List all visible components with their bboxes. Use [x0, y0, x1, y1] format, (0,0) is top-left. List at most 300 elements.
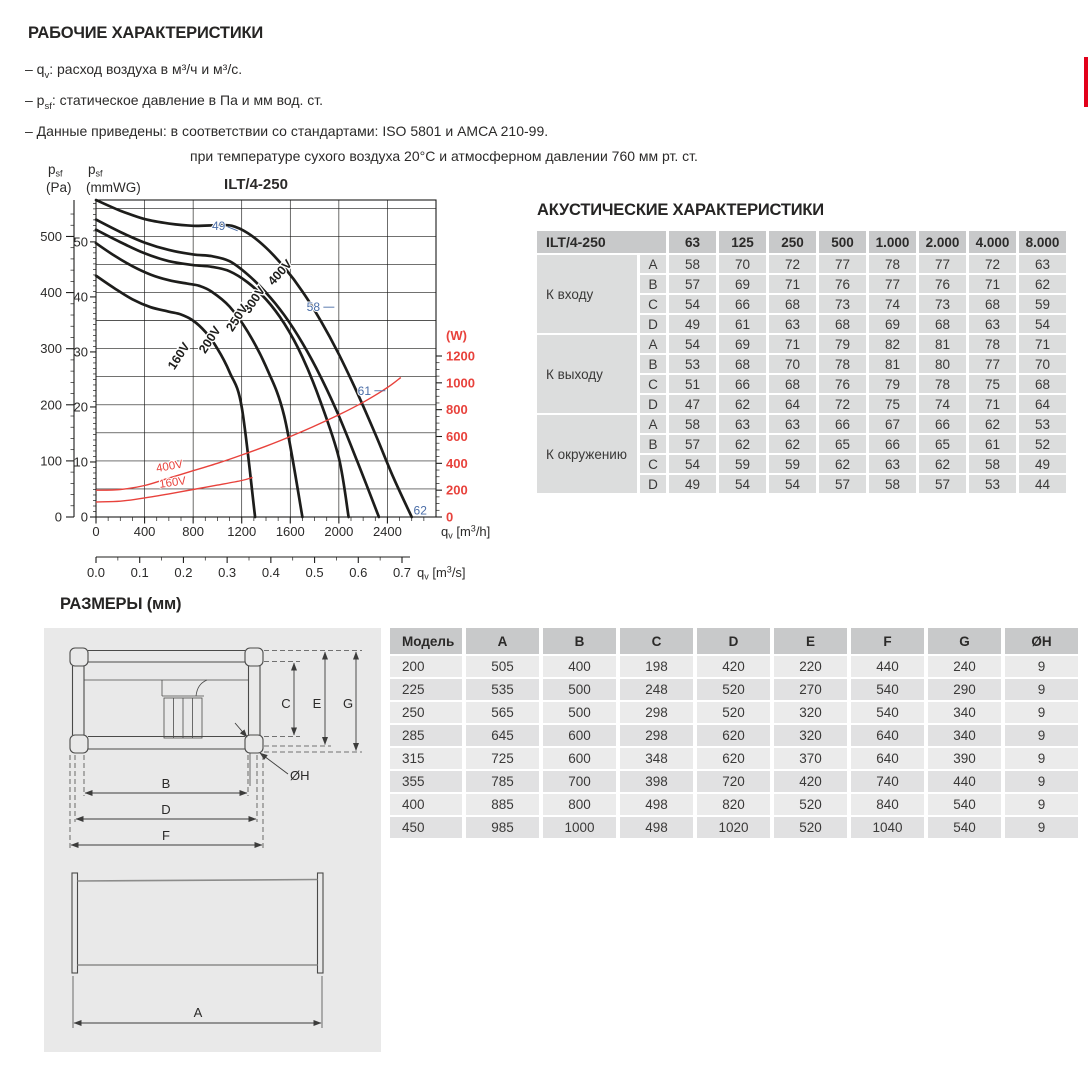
dimensions-header-cell: F	[851, 628, 924, 654]
technical-drawing-svg	[44, 628, 381, 1052]
acoustic-row-key: A	[640, 335, 666, 353]
svg-text:0: 0	[54, 509, 62, 525]
acoustic-value-cell: 47	[669, 395, 716, 413]
acoustic-value-cell: 73	[819, 295, 866, 313]
dimension-value-cell: 240	[928, 656, 1001, 677]
dimensions-table-body	[390, 656, 1078, 838]
svg-text:49: 49	[211, 218, 226, 233]
svg-text:1200: 1200	[446, 348, 475, 364]
acoustic-value-cell: 57	[819, 475, 866, 493]
right-flange	[318, 873, 324, 973]
acoustic-group-label: К входу	[537, 255, 637, 333]
dimension-value-cell: 248	[620, 679, 693, 700]
frame-drawing	[70, 648, 362, 848]
dim-label-G: G	[342, 696, 354, 711]
svg-text:(Pa): (Pa)	[46, 180, 72, 195]
acoustic-value-cell: 66	[919, 415, 966, 433]
acoustic-value-cell: 77	[969, 355, 1016, 373]
dim-label-E: E	[312, 696, 322, 711]
dimension-value-cell: 600	[543, 748, 616, 769]
dimension-value-cell: 9	[1005, 771, 1078, 792]
svg-text:500: 500	[40, 228, 62, 244]
dimensions-header-cell: D	[697, 628, 770, 654]
acoustic-freq-header: 250	[769, 231, 816, 253]
acoustic-table-body	[537, 255, 1066, 493]
svg-text:200: 200	[40, 397, 62, 413]
dimension-value-cell: 440	[928, 771, 1001, 792]
acoustic-value-cell: 75	[869, 395, 916, 413]
acoustic-value-cell: 68	[819, 315, 866, 333]
dimension-value-cell: 600	[543, 725, 616, 746]
dimension-value-cell: 1040	[851, 817, 924, 838]
acoustic-row-key: D	[640, 475, 666, 493]
acoustic-value-cell: 79	[869, 375, 916, 393]
dimension-value-cell: 540	[928, 794, 1001, 815]
acoustic-value-cell: 69	[719, 275, 766, 293]
dimensions-row	[390, 817, 1078, 838]
acoustic-value-cell: 69	[719, 335, 766, 353]
dimension-value-cell: 645	[466, 725, 539, 746]
dimension-value-cell: 520	[697, 702, 770, 723]
acoustic-value-cell: 78	[919, 375, 966, 393]
acoustic-row	[537, 415, 1066, 433]
acoustic-group-label: К выходу	[537, 335, 637, 413]
dimension-value-cell: 640	[851, 748, 924, 769]
svg-text:20: 20	[73, 399, 88, 415]
dimensions-row	[390, 679, 1078, 700]
dimension-value-cell: 520	[697, 679, 770, 700]
acoustic-freq-header: 2.000	[919, 231, 966, 253]
acoustic-freq-header: 63	[669, 231, 716, 253]
svg-text:(mmWG): (mmWG)	[86, 180, 141, 195]
svg-text:400V: 400V	[265, 256, 295, 289]
motor-block	[162, 680, 207, 738]
acoustic-value-cell: 74	[869, 295, 916, 313]
acoustic-row-key: A	[640, 415, 666, 433]
svg-text:ILT/4-250: ILT/4-250	[224, 176, 288, 193]
svg-text:400V: 400V	[155, 458, 184, 476]
dimension-value-cell: 420	[774, 771, 847, 792]
dimension-value-cell: 370	[774, 748, 847, 769]
acoustic-value-cell: 78	[969, 335, 1016, 353]
svg-text:0.6: 0.6	[349, 565, 368, 580]
model-cell: 315	[390, 748, 462, 769]
acoustic-row-key: C	[640, 295, 666, 313]
dimension-value-cell: 785	[466, 771, 539, 792]
acoustic-value-cell: 52	[1019, 435, 1066, 453]
svg-text:1000: 1000	[446, 375, 475, 391]
acoustic-value-cell: 70	[769, 355, 816, 373]
acoustic-value-cell: 72	[769, 255, 816, 273]
dimensions-header-cell: Модель	[390, 628, 462, 654]
acoustic-value-cell: 62	[819, 455, 866, 473]
svg-text:600: 600	[446, 429, 468, 444]
dimension-value-cell: 885	[466, 794, 539, 815]
acoustic-value-cell: 63	[1019, 255, 1066, 273]
dimension-value-cell: 298	[620, 702, 693, 723]
acoustic-value-cell: 68	[969, 295, 1016, 313]
svg-text:61: 61	[357, 383, 372, 398]
svg-text:0.2: 0.2	[174, 565, 193, 580]
dimensions-header-cell: E	[774, 628, 847, 654]
model-cell: 400	[390, 794, 462, 815]
acoustic-value-cell: 49	[669, 315, 716, 333]
corner-block	[245, 735, 263, 753]
dimensions-row	[390, 794, 1078, 815]
svg-text:0: 0	[80, 509, 88, 525]
corner-block	[70, 735, 88, 753]
acoustic-value-cell: 68	[1019, 375, 1066, 393]
acoustic-value-cell: 63	[769, 315, 816, 333]
acoustic-freq-header: 500	[819, 231, 866, 253]
svg-text:200V: 200V	[196, 323, 224, 356]
dimension-value-cell: 270	[774, 679, 847, 700]
svg-text:160V: 160V	[158, 475, 187, 491]
acoustic-value-cell: 81	[869, 355, 916, 373]
dimension-value-cell: 9	[1005, 794, 1078, 815]
svg-text:1200: 1200	[227, 524, 257, 539]
acoustic-value-cell: 72	[819, 395, 866, 413]
acoustic-row-key: D	[640, 315, 666, 333]
acoustic-value-cell: 59	[1019, 295, 1066, 313]
dimension-value-cell: 198	[620, 656, 693, 677]
working-characteristics-title: РАБОЧИЕ ХАРАКТЕРИСТИКИ	[28, 24, 264, 42]
acoustic-header-row	[537, 231, 1066, 253]
left-flange	[72, 873, 78, 973]
dim-label-F: F	[162, 828, 170, 843]
acoustic-value-cell: 58	[969, 455, 1016, 473]
acoustic-value-cell: 57	[919, 475, 966, 493]
dimension-value-cell: 520	[774, 794, 847, 815]
acoustic-value-cell: 57	[669, 275, 716, 293]
svg-text:40: 40	[73, 289, 88, 305]
dimension-value-cell: 620	[697, 725, 770, 746]
acoustic-value-cell: 66	[719, 295, 766, 313]
dimension-value-cell: 320	[774, 725, 847, 746]
dimensions-title: РАЗМЕРЫ (мм)	[60, 595, 182, 613]
acoustic-row-key: C	[640, 375, 666, 393]
acoustic-value-cell: 76	[919, 275, 966, 293]
acoustic-value-cell: 70	[1019, 355, 1066, 373]
acoustic-value-cell: 78	[869, 255, 916, 273]
acoustic-value-cell: 71	[1019, 335, 1066, 353]
model-cell: 225	[390, 679, 462, 700]
acoustic-value-cell: 68	[769, 295, 816, 313]
acoustic-row-key: B	[640, 275, 666, 293]
dimension-value-cell: 620	[697, 748, 770, 769]
side-view-drawing	[72, 873, 323, 1028]
dimension-value-cell: 9	[1005, 679, 1078, 700]
acoustic-value-cell: 70	[719, 255, 766, 273]
dimension-value-cell: 535	[466, 679, 539, 700]
acoustic-value-cell: 62	[919, 455, 966, 473]
svg-text:58: 58	[306, 300, 321, 315]
svg-text:50: 50	[73, 234, 88, 250]
acoustic-value-cell: 76	[819, 275, 866, 293]
dimension-value-cell: 340	[928, 725, 1001, 746]
acoustic-value-cell: 76	[819, 375, 866, 393]
dimension-value-cell: 1000	[543, 817, 616, 838]
acoustic-value-cell: 51	[669, 375, 716, 393]
acoustic-value-cell: 54	[769, 475, 816, 493]
dimension-value-cell: 498	[620, 817, 693, 838]
acoustic-value-cell: 77	[819, 255, 866, 273]
acoustic-value-cell: 54	[669, 455, 716, 473]
svg-text:30: 30	[73, 344, 88, 360]
note-pressure: – $p_{sf}$: статическое давление в Па и мм вод. ст.	[25, 91, 324, 112]
svg-text:psf: psf	[48, 162, 63, 179]
svg-text:250V: 250V	[223, 301, 251, 334]
acoustic-freq-header: 1.000	[869, 231, 916, 253]
acoustic-value-cell: 68	[769, 375, 816, 393]
dimension-value-cell: 540	[928, 817, 1001, 838]
dimensions-header-cell: C	[620, 628, 693, 654]
dimension-value-cell: 320	[774, 702, 847, 723]
dimension-value-cell: 390	[928, 748, 1001, 769]
performance-chart	[20, 155, 520, 585]
acoustic-value-cell: 62	[969, 415, 1016, 433]
acoustic-row	[537, 255, 1066, 273]
svg-text:160V: 160V	[165, 339, 193, 373]
acoustic-value-cell: 59	[719, 455, 766, 473]
acoustic-value-cell: 68	[719, 355, 766, 373]
corner-block	[245, 648, 263, 666]
dimension-value-cell: 348	[620, 748, 693, 769]
hole-pointer-arrow	[235, 723, 247, 737]
dimension-value-cell: 290	[928, 679, 1001, 700]
dimension-value-cell: 985	[466, 817, 539, 838]
model-cell: 355	[390, 771, 462, 792]
acoustic-value-cell: 81	[919, 335, 966, 353]
acoustic-value-cell: 71	[769, 275, 816, 293]
acoustic-value-cell: 66	[719, 375, 766, 393]
svg-text:1600: 1600	[275, 524, 305, 539]
hole-callout-arrow	[260, 753, 288, 774]
dim-label-D: D	[161, 802, 171, 817]
dimension-value-cell: 540	[851, 702, 924, 723]
dimension-value-cell: 840	[851, 794, 924, 815]
dim-label-diaH: ØH	[290, 768, 310, 783]
dimension-value-cell: 9	[1005, 725, 1078, 746]
svg-text:300: 300	[40, 341, 62, 357]
acoustic-row-key: C	[640, 455, 666, 473]
svg-text:qv [m3/s]: qv $[m^3/s]$	[417, 564, 466, 582]
acoustic-value-cell: 69	[869, 315, 916, 333]
acoustic-value-cell: 71	[969, 275, 1016, 293]
svg-text:400: 400	[133, 524, 156, 539]
dimension-value-cell: 820	[697, 794, 770, 815]
acoustic-value-cell: 54	[669, 295, 716, 313]
acoustic-value-cell: 49	[669, 475, 716, 493]
svg-text:(W): (W)	[446, 328, 467, 343]
acoustic-value-cell: 49	[1019, 455, 1066, 473]
note-standards: – Данные приведены: в соответствии со стандартами: ISO 5801 и AMCA 210-99.	[25, 122, 549, 139]
dimensions-header-row	[390, 628, 1078, 654]
acoustic-header-model: ILT/4-250	[537, 231, 666, 253]
acoustic-value-cell: 66	[819, 415, 866, 433]
dimension-value-cell: 340	[928, 702, 1001, 723]
dimension-value-cell: 9	[1005, 656, 1078, 677]
acoustic-value-cell: 61	[719, 315, 766, 333]
svg-text:0: 0	[446, 509, 454, 525]
dimension-value-cell: 420	[697, 656, 770, 677]
acoustic-freq-header: 4.000	[969, 231, 1016, 253]
acoustic-value-cell: 63	[719, 415, 766, 433]
acoustic-value-cell: 75	[969, 375, 1016, 393]
dimension-value-cell: 500	[543, 702, 616, 723]
model-cell: 285	[390, 725, 462, 746]
model-cell: 450	[390, 817, 462, 838]
acoustic-freq-header: 125	[719, 231, 766, 253]
acoustic-value-cell: 62	[719, 435, 766, 453]
acoustic-table	[534, 229, 1069, 495]
acoustic-value-cell: 54	[719, 475, 766, 493]
dimension-value-cell: 500	[543, 679, 616, 700]
acoustic-value-cell: 44	[1019, 475, 1066, 493]
svg-text:0.7: 0.7	[392, 565, 412, 580]
page-edge-accent	[1084, 57, 1088, 107]
acoustic-value-cell: 53	[969, 475, 1016, 493]
acoustic-value-cell: 53	[669, 355, 716, 373]
svg-text:200: 200	[446, 482, 468, 498]
dimension-value-cell: 220	[774, 656, 847, 677]
dimension-value-cell: 565	[466, 702, 539, 723]
dimension-value-cell: 440	[851, 656, 924, 677]
dimensions-header-cell: G	[928, 628, 1001, 654]
model-cell: 200	[390, 656, 462, 677]
svg-text:qv [m3/h]: qv $[m^3/h]$	[441, 523, 491, 541]
acoustic-value-cell: 77	[919, 255, 966, 273]
acoustic-row	[537, 335, 1066, 353]
acoustic-row-key: B	[640, 355, 666, 373]
dimension-value-cell: 540	[851, 679, 924, 700]
acoustic-value-cell: 62	[719, 395, 766, 413]
svg-text:0: 0	[92, 524, 100, 539]
acoustic-value-cell: 71	[969, 395, 1016, 413]
acoustics-title: АКУСТИЧЕСКИЕ ХАРАКТЕРИСТИКИ	[537, 201, 824, 219]
acoustic-value-cell: 58	[669, 415, 716, 433]
dimensions-row	[390, 656, 1078, 677]
acoustic-value-cell: 53	[1019, 415, 1066, 433]
svg-text:0.1: 0.1	[130, 565, 149, 580]
svg-text:300V: 300V	[240, 283, 269, 316]
acoustic-value-cell: 72	[969, 255, 1016, 273]
acoustic-value-cell: 82	[869, 335, 916, 353]
acoustic-value-cell: 58	[669, 255, 716, 273]
svg-text:800: 800	[446, 402, 468, 418]
note-airflow: – $q_v$: расход воздуха в м³/ч и м³/с.	[25, 61, 243, 81]
svg-text:0.0: 0.0	[86, 565, 106, 580]
dimension-value-cell: 298	[620, 725, 693, 746]
drawing-panel	[44, 628, 381, 1052]
dimensions-header-cell: ØH	[1005, 628, 1078, 654]
notes-list	[25, 57, 698, 169]
dimension-value-cell: 520	[774, 817, 847, 838]
model-cell: 250	[390, 702, 462, 723]
fan-curve-chart-svg	[20, 155, 520, 585]
dimensions-header-cell: B	[543, 628, 616, 654]
corner-block	[70, 648, 88, 666]
acoustic-value-cell: 68	[919, 315, 966, 333]
dimensions-row	[390, 748, 1078, 769]
dimension-value-cell: 740	[851, 771, 924, 792]
acoustic-value-cell: 63	[969, 315, 1016, 333]
acoustic-row-key: B	[640, 435, 666, 453]
acoustic-value-cell: 62	[1019, 275, 1066, 293]
acoustic-freq-header: 8.000	[1019, 231, 1066, 253]
svg-text:800: 800	[182, 524, 204, 539]
note-conditions: при температуре сухого воздуха 20°C и атмосферном давлении 760 мм рт. ст.	[190, 147, 698, 164]
dimensions-row	[390, 725, 1078, 746]
dim-label-A: A	[193, 1005, 203, 1020]
dimension-value-cell: 720	[697, 771, 770, 792]
dimension-value-cell: 498	[620, 794, 693, 815]
acoustic-value-cell: 67	[869, 415, 916, 433]
acoustic-value-cell: 65	[919, 435, 966, 453]
dim-label-C: C	[281, 696, 291, 711]
acoustic-value-cell: 64	[1019, 395, 1066, 413]
svg-text:100: 100	[40, 453, 62, 469]
dimensions-row	[390, 771, 1078, 792]
acoustic-value-cell: 64	[769, 395, 816, 413]
acoustic-value-cell: 63	[769, 415, 816, 433]
acoustic-value-cell: 57	[669, 435, 716, 453]
acoustic-row-key: A	[640, 255, 666, 273]
dimension-value-cell: 9	[1005, 817, 1078, 838]
acoustic-value-cell: 59	[769, 455, 816, 473]
dimension-value-cell: 640	[851, 725, 924, 746]
acoustic-group-label: К окружению	[537, 415, 637, 493]
dimensions-row	[390, 702, 1078, 723]
svg-text:2000: 2000	[324, 524, 354, 539]
svg-text:62: 62	[413, 503, 427, 518]
acoustic-value-cell: 71	[769, 335, 816, 353]
svg-text:10: 10	[73, 454, 88, 470]
svg-text:2400: 2400	[372, 524, 402, 539]
svg-text:0.3: 0.3	[218, 565, 237, 580]
dimension-value-cell: 700	[543, 771, 616, 792]
acoustic-value-cell: 73	[919, 295, 966, 313]
acoustic-value-cell: 80	[919, 355, 966, 373]
svg-text:0.4: 0.4	[261, 565, 280, 580]
acoustic-value-cell: 61	[969, 435, 1016, 453]
svg-text:400: 400	[40, 285, 62, 301]
dimension-value-cell: 1020	[697, 817, 770, 838]
svg-text:psf: psf	[88, 162, 103, 179]
svg-text:0.5: 0.5	[305, 565, 324, 580]
acoustic-value-cell: 74	[919, 395, 966, 413]
dimension-value-cell: 9	[1005, 702, 1078, 723]
dimension-value-cell: 400	[543, 656, 616, 677]
motor-cable	[196, 680, 207, 696]
acoustic-value-cell: 65	[819, 435, 866, 453]
acoustic-value-cell: 77	[869, 275, 916, 293]
acoustic-value-cell: 54	[1019, 315, 1066, 333]
acoustic-value-cell: 54	[669, 335, 716, 353]
svg-text:400: 400	[446, 455, 468, 471]
acoustic-value-cell: 78	[819, 355, 866, 373]
dimension-value-cell: 725	[466, 748, 539, 769]
dimension-value-cell: 505	[466, 656, 539, 677]
dimensions-header-cell: A	[466, 628, 539, 654]
acoustic-value-cell: 62	[769, 435, 816, 453]
dimension-value-cell: 398	[620, 771, 693, 792]
acoustic-value-cell: 63	[869, 455, 916, 473]
dimension-value-cell: 9	[1005, 748, 1078, 769]
acoustic-value-cell: 66	[869, 435, 916, 453]
acoustic-value-cell: 58	[869, 475, 916, 493]
dimension-value-cell: 800	[543, 794, 616, 815]
